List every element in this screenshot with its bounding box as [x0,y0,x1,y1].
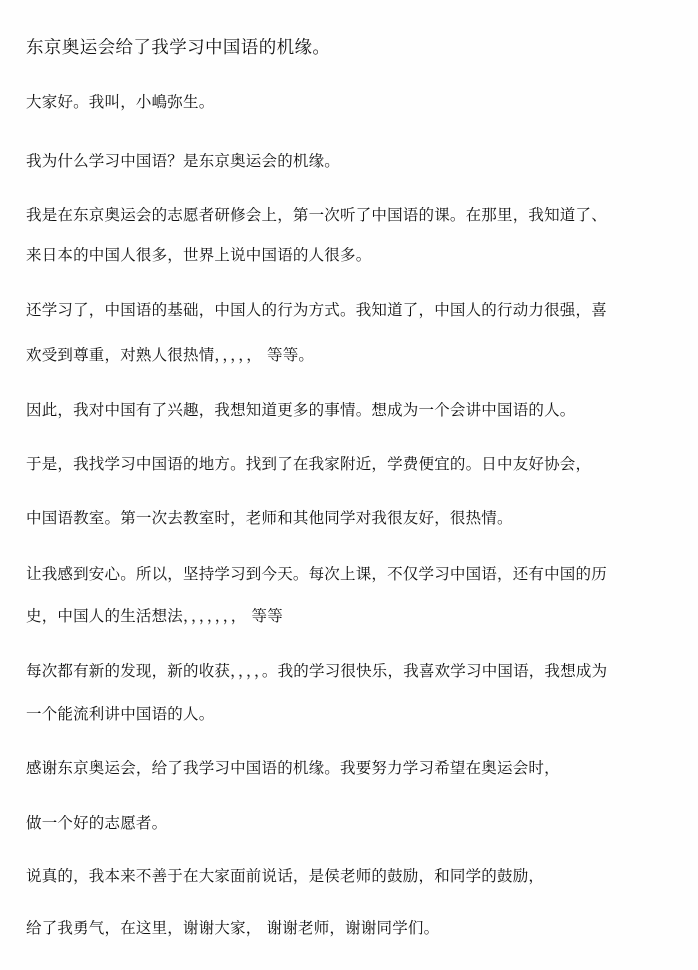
text-line-14: 感谢东京奥运会，给了我学习中国语的机缘。我要努力学习希望在奥运会时， [26,759,560,777]
text-line-11: 史，中国人的生活想法，，，，，，， 等等 [26,607,283,625]
text-line-13: 一个能流利讲中国语的人。 [26,705,215,723]
text-line-2: 我为什么学习中国语？是东京奥运会的机缘。 [26,152,341,170]
text-line-7: 因此，我对中国有了兴趣，我想知道更多的事情。想成为一个会讲中国语的人。 [26,401,576,419]
text-line-10: 让我感到安心。所以，坚持学习到今天。每次上课，不仅学习中国语，还有中国的历 [26,565,607,583]
text-line-3: 我是在东京奥运会的志愿者研修会上，第一次听了中国语的课。在那里，我知道了、 [26,206,607,224]
text-line-6: 欢受到尊重，对熟人很热情，，，，， 等等。 [26,346,315,364]
text-line-1: 大家好。我叫，小嶋弥生。 [26,93,215,111]
text-line-5: 还学习了，中国语的基础，中国人的行为方式。我知道了，中国人的行动力很强，喜 [26,301,607,319]
text-line-4: 来日本的中国人很多，世界上说中国语的人很多。 [26,246,372,264]
text-line-15: 做一个好的志愿者。 [26,814,168,832]
essay-title: 东京奥运会给了我学习中国语的机缘。 [26,38,331,58]
text-line-16: 说真的，我本来不善于在大家面前说话，是侯老师的鼓励，和同学的鼓励， [26,867,545,885]
text-line-12: 每次都有新的发现，新的收获，，，，。我的学习很快乐，我喜欢学习中国语，我想成为 [26,662,608,680]
text-line-9: 中国语教室。第一次去教室时，老师和其他同学对我很友好，很热情。 [26,509,513,527]
text-line-8: 于是，我找学习中国语的地方。找到了在我家附近，学费便宜的。日中友好协会， [26,455,592,473]
text-line-17: 给了我勇气，在这里，谢谢大家， 谢谢老师，谢谢同学们。 [26,919,440,937]
